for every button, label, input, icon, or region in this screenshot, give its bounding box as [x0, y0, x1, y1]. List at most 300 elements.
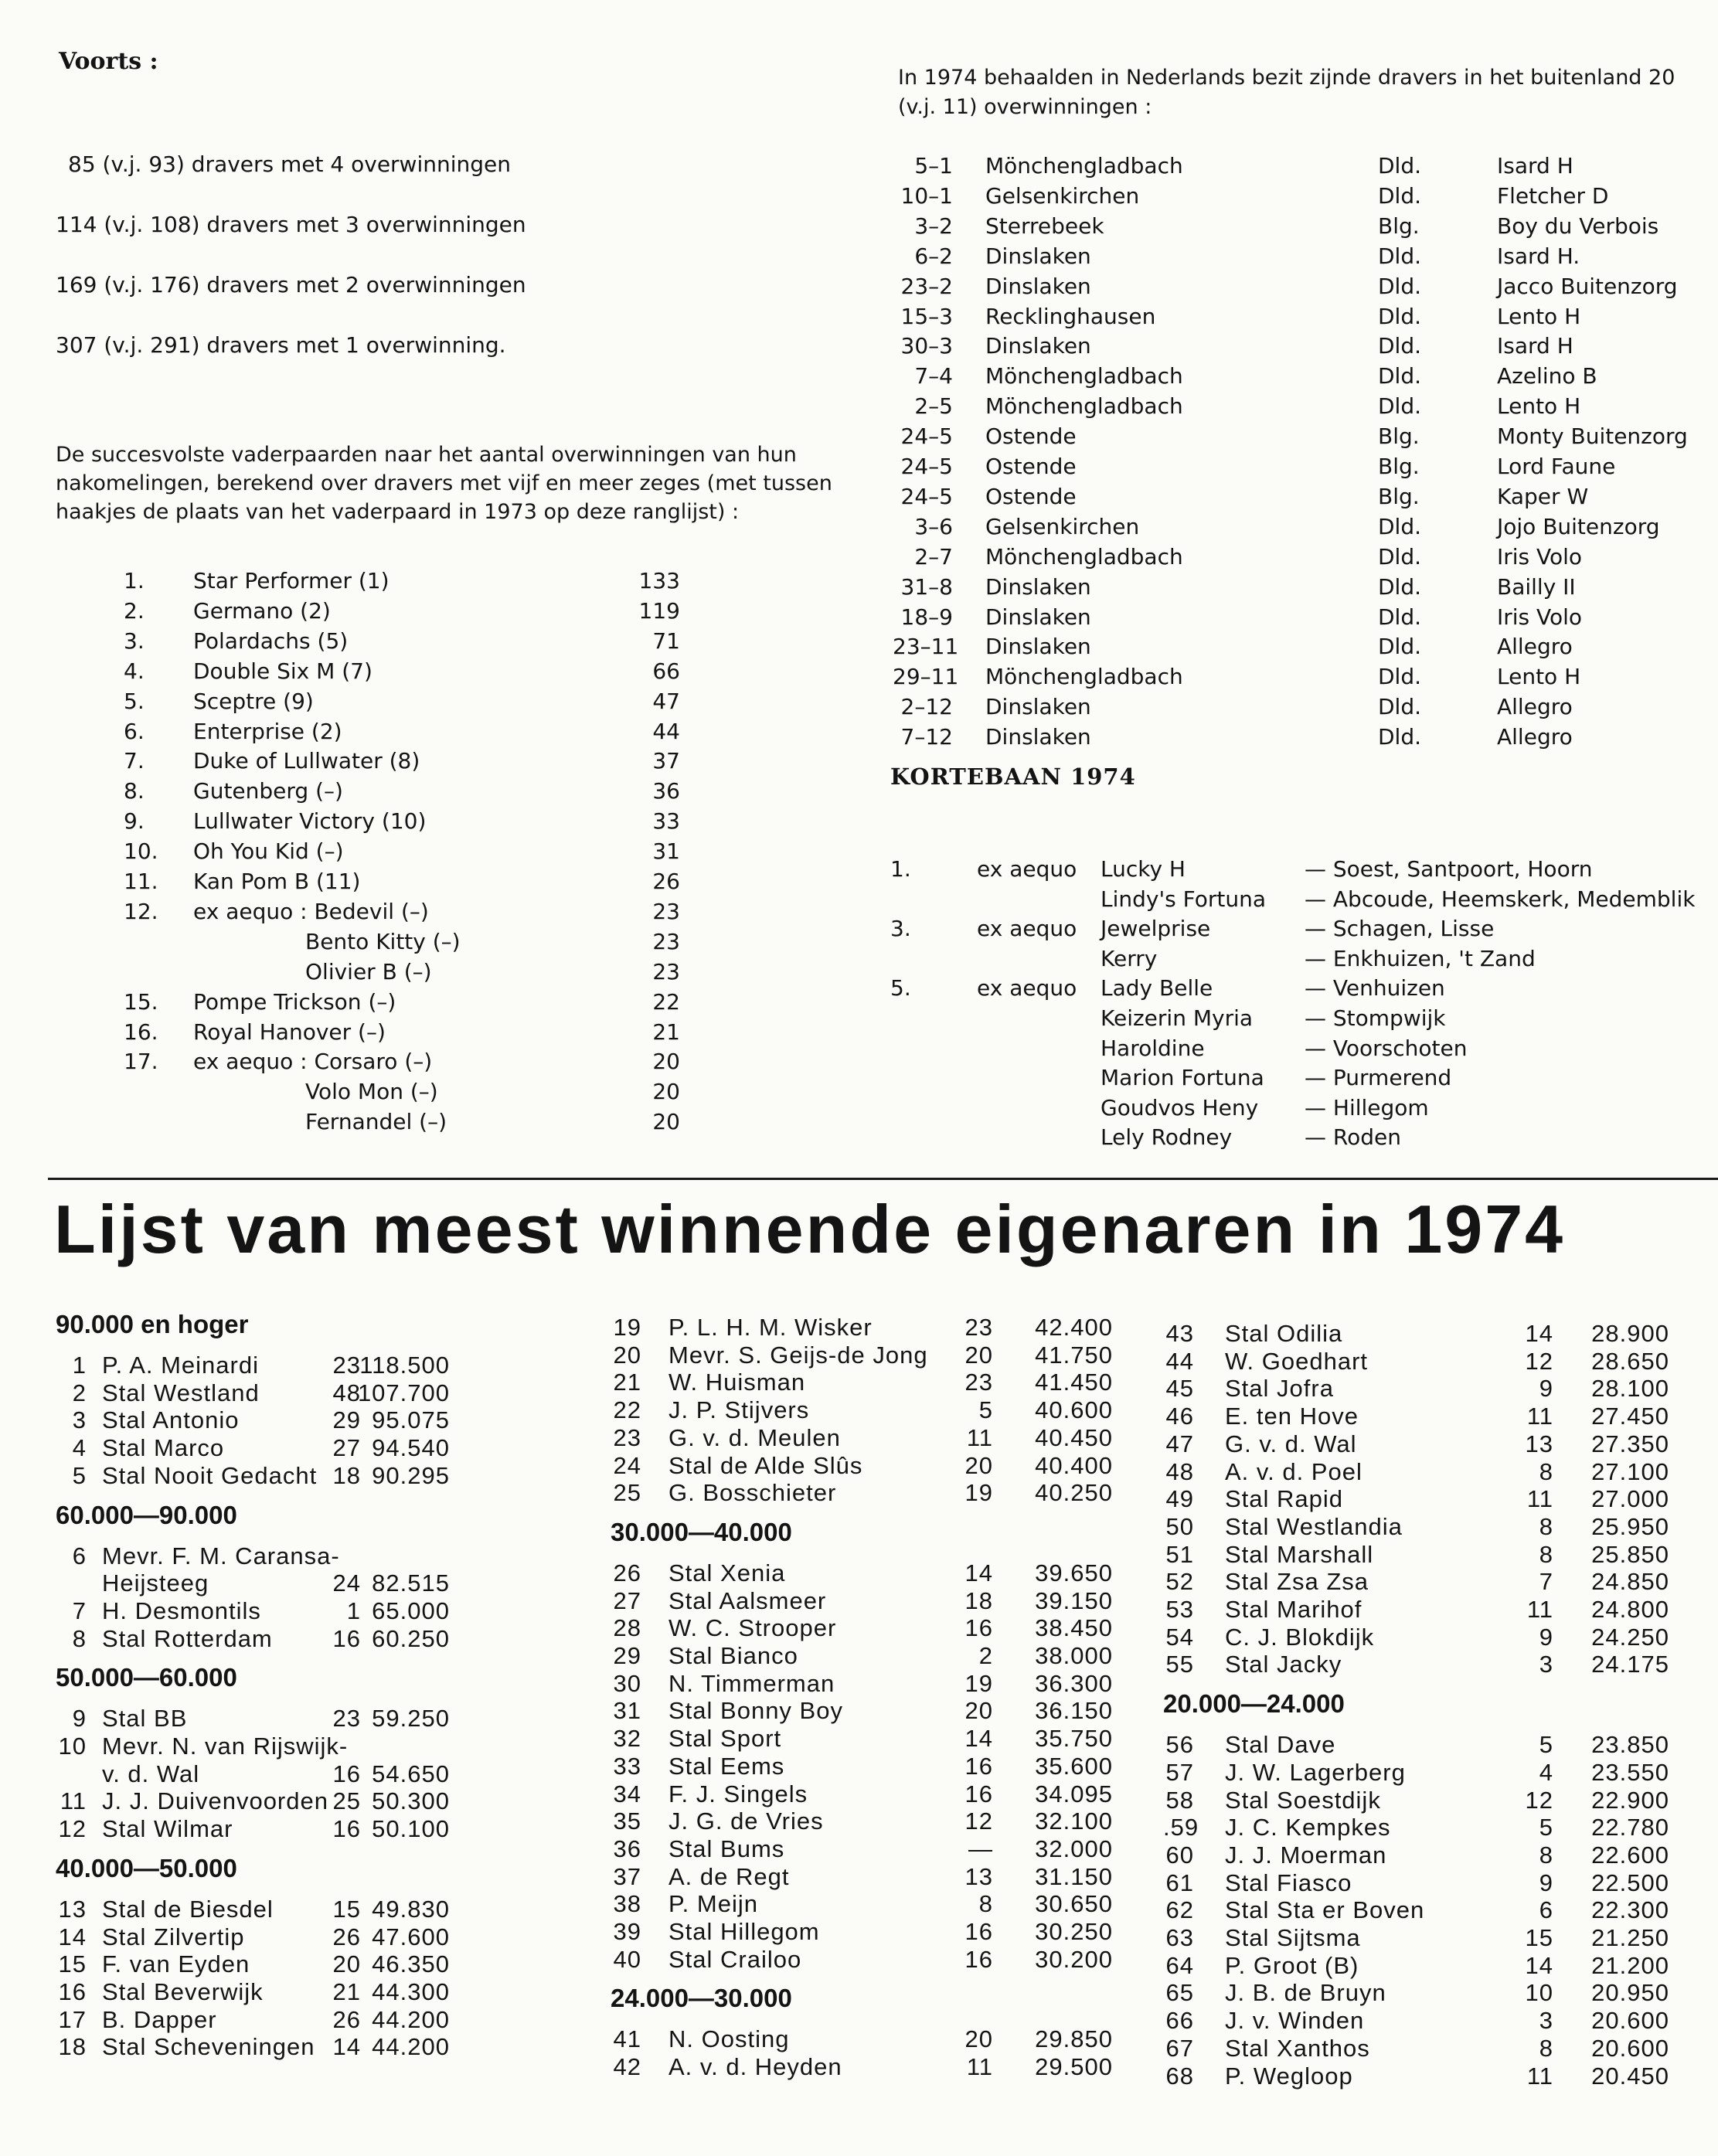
- owner-wins: 14: [964, 1559, 993, 1586]
- owner-name: N. Timmerman: [668, 1669, 835, 1697]
- owner-amount: 27.350: [1591, 1430, 1669, 1457]
- owner-name: H. Desmontils: [102, 1597, 261, 1624]
- owner-rank: 3: [72, 1406, 87, 1434]
- owner-rank: 31: [613, 1697, 641, 1725]
- owner-row: [1163, 1375, 1677, 1403]
- owner-rank: 30: [613, 1669, 641, 1697]
- owner-row: [611, 1642, 1121, 1670]
- kortebaan-heading: KORTEBAAN 1974: [890, 763, 1136, 790]
- owner-wins: 11: [1526, 1485, 1553, 1513]
- abroad-date: 2–7: [914, 543, 953, 570]
- owner-wins: 19: [964, 1479, 993, 1507]
- owner-row: [1163, 1320, 1677, 1348]
- sire-name: Royal Hanover (–): [193, 1018, 386, 1045]
- abroad-date: 24–5: [900, 483, 953, 509]
- abroad-row: [893, 333, 1712, 362]
- abroad-date: 15–3: [900, 303, 953, 329]
- sire-wins: 37: [652, 748, 680, 774]
- owner-row: [1163, 1624, 1677, 1651]
- kortebaan-horse: Lely Rodney: [1101, 1124, 1233, 1151]
- sire-rank: 4.: [124, 658, 145, 684]
- owner-amount: 90.295: [372, 1461, 450, 1489]
- owner-row: [611, 1918, 1121, 1946]
- owner-rank: 66: [1165, 2007, 1194, 2035]
- owner-row: [1163, 1596, 1677, 1624]
- abroad-place: Mönchengladbach: [985, 393, 1183, 420]
- owner-rank: 1: [72, 1352, 87, 1379]
- owner-rank: 57: [1165, 1758, 1194, 1786]
- abroad-place: Ostende: [985, 423, 1077, 450]
- owner-row: [611, 2053, 1121, 2081]
- owner-row: [56, 1625, 458, 1653]
- abroad-horse: Lento H: [1497, 303, 1581, 329]
- abroad-place: Ostende: [985, 454, 1077, 479]
- owner-name: B. Dapper: [102, 2005, 217, 2033]
- owner-name: Mevr. N. van Rijswijk-: [102, 1733, 349, 1760]
- owner-row: [611, 2025, 1121, 2053]
- abroad-date: 24–5: [900, 454, 953, 479]
- owner-wins: 12: [964, 1807, 993, 1835]
- owner-amount: 36.150: [1035, 1697, 1113, 1725]
- sire-row: [124, 928, 680, 958]
- owner-wins: 9: [1539, 1869, 1553, 1896]
- owner-rank: 16: [58, 1977, 87, 2005]
- owner-name: Stal Scheveningen: [102, 2033, 315, 2061]
- owner-row: [1163, 1541, 1677, 1569]
- owner-amount: 27.000: [1591, 1485, 1669, 1513]
- owner-wins: 4: [1539, 1758, 1553, 1786]
- owner-amount: 22.900: [1591, 1786, 1669, 1814]
- abroad-date: 7–4: [914, 363, 953, 389]
- owner-wins: 20: [964, 1341, 993, 1369]
- owner-amount: 27.450: [1591, 1403, 1669, 1430]
- owner-row: [611, 1424, 1121, 1452]
- kortebaan-horse: Jewelprise: [1101, 916, 1211, 942]
- sire-rank: 6.: [124, 718, 145, 744]
- owner-amount: 118.500: [359, 1352, 450, 1379]
- owner-name: P. Wegloop: [1225, 2062, 1353, 2090]
- abroad-row: [893, 694, 1712, 723]
- abroad-row: [893, 664, 1712, 693]
- kortebaan-row: [890, 856, 1709, 886]
- sire-wins: 47: [652, 688, 680, 714]
- owner-name: J. v. Winden: [1225, 2007, 1365, 2035]
- owner-row: [1163, 1952, 1677, 1980]
- sire-name: Enterprise (2): [193, 718, 342, 744]
- owner-amount: 44.300: [372, 1977, 450, 2005]
- abroad-horse: Lord Faune: [1497, 454, 1616, 479]
- abroad-row: [893, 634, 1712, 663]
- owner-amount: 20.600: [1591, 2007, 1669, 2035]
- owners-group-heading: 50.000—60.000: [56, 1663, 237, 1692]
- sire-name: Star Performer (1): [193, 568, 390, 593]
- owner-amount: 54.650: [372, 1760, 450, 1787]
- abroad-date: 2–5: [914, 393, 953, 420]
- owner-name: Mevr. F. M. Caransa-: [102, 1542, 340, 1569]
- owner-wins: 16: [964, 1918, 993, 1945]
- owner-row: [56, 1896, 458, 1923]
- abroad-row: [893, 514, 1712, 543]
- owner-rank: 63: [1165, 1924, 1194, 1951]
- owner-amount: 23.550: [1591, 1758, 1669, 1786]
- owner-rank: 47: [1165, 1430, 1194, 1457]
- owner-row: [611, 1559, 1121, 1587]
- abroad-row: [893, 183, 1712, 213]
- abroad-row: [893, 423, 1712, 453]
- kortebaan-places: — Roden: [1305, 1124, 1401, 1151]
- kortebaan-places: — Purmerend: [1305, 1065, 1452, 1091]
- owner-row: [1163, 1759, 1677, 1787]
- owner-amount: 40.450: [1035, 1423, 1113, 1451]
- owner-amount: 107.700: [357, 1379, 450, 1406]
- owner-amount: 50.300: [372, 1787, 450, 1815]
- owner-rank: 26: [613, 1559, 641, 1586]
- kortebaan-places: — Stompwijk: [1305, 1005, 1446, 1031]
- owner-wins: 13: [964, 1862, 993, 1890]
- owner-rank: 48: [1165, 1457, 1194, 1485]
- owner-wins: 29: [332, 1406, 361, 1434]
- owner-amount: 39.150: [1035, 1586, 1113, 1614]
- owner-rank: 29: [613, 1642, 641, 1669]
- owner-row: [611, 1452, 1121, 1480]
- owner-rank: 9: [72, 1705, 87, 1733]
- owner-wins: —: [968, 1835, 993, 1862]
- kortebaan-row: [890, 1124, 1709, 1154]
- owner-amount: 20.450: [1591, 2062, 1669, 2090]
- owner-rank: .59: [1163, 1814, 1199, 1841]
- sire-row: [124, 688, 680, 718]
- owner-rank: 2: [72, 1379, 87, 1406]
- owner-row: [1163, 1731, 1677, 1759]
- sire-row: [124, 869, 680, 898]
- abroad-horse: Azelino B: [1497, 363, 1597, 389]
- abroad-country: Dld.: [1378, 333, 1422, 359]
- owner-row: [56, 1569, 458, 1597]
- owner-name: Stal Wilmar: [102, 1815, 233, 1843]
- sire-rank: 2.: [124, 597, 145, 624]
- owner-amount: 50.100: [372, 1815, 450, 1843]
- sire-row: [124, 597, 680, 627]
- abroad-horse: Jojo Buitenzorg: [1497, 513, 1660, 539]
- owner-amount: 30.250: [1035, 1918, 1113, 1945]
- owner-amount: 23.850: [1591, 1731, 1669, 1759]
- owner-amount: 65.000: [372, 1597, 450, 1624]
- abroad-place: Gelsenkirchen: [985, 182, 1140, 209]
- owner-wins: 20: [964, 2025, 993, 2053]
- sire-wins: 20: [652, 1079, 680, 1105]
- owner-amount: 22.500: [1591, 1869, 1669, 1896]
- owner-wins: 11: [1526, 1403, 1553, 1430]
- owner-rank: 23: [613, 1423, 641, 1451]
- owner-rank: 4: [72, 1434, 87, 1462]
- owner-name: E. ten Hove: [1225, 1403, 1359, 1430]
- owner-rank: 33: [613, 1752, 641, 1780]
- sire-wins: 66: [652, 658, 680, 684]
- owner-name: Stal Bianco: [668, 1642, 798, 1669]
- sire-name: Lullwater Victory (10): [193, 808, 427, 835]
- owner-name: A. de Regt: [668, 1862, 790, 1890]
- sire-row: [124, 718, 680, 748]
- owner-amount: 44.200: [372, 2033, 450, 2061]
- abroad-date: 31–8: [900, 573, 953, 600]
- kortebaan-places: — Schagen, Lisse: [1305, 916, 1495, 942]
- owner-rank: 56: [1165, 1731, 1194, 1759]
- owner-rank: 49: [1165, 1485, 1194, 1513]
- owner-amount: 29.500: [1035, 2053, 1113, 2081]
- abroad-row: [893, 153, 1712, 182]
- owner-row: [611, 1863, 1121, 1891]
- owner-wins: 16: [332, 1760, 361, 1787]
- abroad-place: Mönchengladbach: [985, 664, 1183, 690]
- owner-wins: 26: [332, 2005, 361, 2033]
- owner-row: [1163, 1814, 1677, 1841]
- owner-name: J. B. de Bruyn: [1225, 1979, 1386, 2007]
- kortebaan-places: — Voorschoten: [1305, 1035, 1468, 1061]
- owner-rank: 42: [613, 2053, 641, 2081]
- owner-row: [1163, 2035, 1677, 2062]
- sire-name: Germano (2): [193, 597, 331, 624]
- owner-name: Heijsteeg: [102, 1569, 209, 1597]
- kortebaan-row: [890, 1065, 1709, 1094]
- owner-rank: 43: [1165, 1320, 1194, 1347]
- owner-rank: 5: [72, 1461, 87, 1489]
- owner-row: [56, 1815, 458, 1843]
- sire-row: [124, 627, 680, 658]
- owners-group-heading: 60.000—90.000: [56, 1500, 237, 1529]
- owner-amount: 47.600: [372, 1923, 450, 1950]
- owner-row: [1163, 1841, 1677, 1869]
- owner-name: Stal Westlandia: [1225, 1512, 1403, 1540]
- sire-row: [124, 1109, 680, 1138]
- owner-rank: 18: [58, 2033, 87, 2061]
- owner-name: F. J. Singels: [668, 1780, 808, 1807]
- owners-group-heading: 40.000—50.000: [56, 1853, 237, 1882]
- sire-row: [124, 568, 680, 597]
- sire-row: [124, 958, 680, 988]
- sire-wins: 44: [652, 718, 680, 744]
- sire-row: [124, 838, 680, 868]
- abroad-horse: Fletcher D: [1497, 182, 1609, 209]
- owner-wins: 8: [1539, 1841, 1553, 1869]
- owner-amount: 24.250: [1591, 1623, 1669, 1651]
- owner-wins: 5: [978, 1396, 993, 1424]
- kortebaan-horse: Lucky H: [1101, 856, 1186, 882]
- abroad-row: [893, 393, 1712, 423]
- owner-name: Stal Westland: [102, 1379, 260, 1406]
- owner-rank: 55: [1165, 1651, 1194, 1678]
- sire-rank: 16.: [124, 1018, 158, 1045]
- owner-amount: 40.250: [1035, 1479, 1113, 1507]
- owner-wins: 11: [1526, 2062, 1553, 2090]
- owner-row: [1163, 1403, 1677, 1430]
- abroad-country: Dld.: [1378, 694, 1422, 720]
- owner-amount: 59.250: [372, 1705, 450, 1733]
- abroad-place: Dinslaken: [985, 634, 1091, 660]
- owner-wins: 9: [1539, 1375, 1553, 1403]
- owner-wins: 14: [964, 1725, 993, 1753]
- abroad-place: Mönchengladbach: [985, 363, 1183, 389]
- sire-name: Gutenberg (–): [193, 778, 343, 804]
- kortebaan-row: [890, 916, 1709, 945]
- owner-row: [1163, 1430, 1677, 1458]
- owner-wins: 23: [332, 1352, 361, 1379]
- sire-wins: 20: [652, 1109, 680, 1135]
- owner-amount: 94.540: [372, 1434, 450, 1462]
- owner-wins: 16: [332, 1624, 361, 1652]
- owner-row: [56, 2033, 458, 2061]
- owner-wins: 20: [332, 1950, 361, 1978]
- owner-rank: 13: [58, 1895, 87, 1923]
- abroad-country: Dld.: [1378, 153, 1422, 179]
- owner-amount: 49.830: [372, 1895, 450, 1923]
- owner-rank: 12: [58, 1815, 87, 1843]
- abroad-row: [893, 724, 1712, 753]
- abroad-date: 23–2: [900, 273, 953, 299]
- owner-amount: 25.950: [1591, 1512, 1669, 1540]
- abroad-place: Dinslaken: [985, 243, 1091, 269]
- owner-name: Stal Sport: [668, 1725, 782, 1753]
- sire-wins: 133: [638, 568, 680, 593]
- owner-name: Stal Rotterdam: [102, 1624, 273, 1652]
- owner-wins: 16: [332, 1815, 361, 1843]
- owner-rank: 50: [1165, 1512, 1194, 1540]
- sire-row: [124, 988, 680, 1018]
- abroad-country: Dld.: [1378, 634, 1422, 660]
- owner-name: A. v. d. Poel: [1225, 1457, 1362, 1485]
- owner-name: J. J. Duivenvoorden: [102, 1787, 328, 1815]
- owner-name: Stal Crailoo: [668, 1945, 802, 1973]
- abroad-horse: Isard H.: [1497, 243, 1580, 269]
- owner-rank: 11: [60, 1787, 87, 1815]
- kortebaan-rank: 5.: [890, 975, 911, 1001]
- owner-row: [611, 1780, 1121, 1808]
- owner-amount: 28.100: [1591, 1375, 1669, 1403]
- sire-name: Volo Mon (–): [305, 1079, 438, 1105]
- kortebaan-places: — Hillegom: [1305, 1094, 1429, 1121]
- owner-row: [56, 1923, 458, 1951]
- owner-rank: 58: [1165, 1786, 1194, 1814]
- owner-row: [611, 1697, 1121, 1725]
- owner-rank: 7: [72, 1597, 87, 1624]
- abroad-country: Dld.: [1378, 243, 1422, 269]
- sire-rank: 10.: [124, 838, 158, 865]
- abroad-horse: Isard H: [1497, 333, 1573, 359]
- owner-amount: 41.450: [1035, 1369, 1113, 1396]
- owner-wins: 8: [978, 1890, 993, 1918]
- owner-wins: 18: [964, 1586, 993, 1614]
- stat-line: 169 (v.j. 176) dravers met 2 overwinningen: [56, 272, 526, 298]
- abroad-horse: Boy du Verbois: [1497, 213, 1659, 239]
- abroad-date: 7–12: [900, 724, 953, 750]
- owner-wins: 8: [1539, 2034, 1553, 2062]
- owner-row: [1163, 2007, 1677, 2035]
- owner-name: Stal Aalsmeer: [668, 1586, 827, 1614]
- owner-row: [56, 1705, 458, 1733]
- owner-wins: 1: [346, 1597, 361, 1624]
- owner-row: [611, 1314, 1121, 1342]
- abroad-date: 3–2: [914, 213, 953, 239]
- owner-rank: 8: [72, 1624, 87, 1652]
- owner-rank: 38: [613, 1890, 641, 1918]
- sire-row: [124, 808, 680, 838]
- owner-row: [56, 1950, 458, 1978]
- owner-row: [611, 1725, 1121, 1753]
- abroad-country: Dld.: [1378, 363, 1422, 389]
- abroad-place: Mönchengladbach: [985, 153, 1183, 179]
- owner-amount: 38.450: [1035, 1614, 1113, 1642]
- sire-rank: 17.: [124, 1049, 158, 1075]
- abroad-country: Dld.: [1378, 182, 1422, 209]
- owner-rank: 20: [613, 1341, 641, 1369]
- abroad-place: Mönchengladbach: [985, 543, 1183, 570]
- abroad-country: Blg.: [1378, 213, 1420, 239]
- owner-row: [611, 1587, 1121, 1615]
- stat-line: 85 (v.j. 93) dravers met 4 overwinningen: [68, 151, 512, 177]
- kortebaan-rank: 3.: [890, 916, 911, 942]
- sire-rank: 15.: [124, 988, 158, 1015]
- owner-amount: 30.650: [1035, 1890, 1113, 1918]
- kortebaan-rank: 1.: [890, 856, 911, 882]
- sire-wins: 21: [652, 1018, 680, 1045]
- sire-wins: 23: [652, 958, 680, 984]
- owner-amount: 21.250: [1591, 1924, 1669, 1951]
- abroad-date: 2–12: [900, 694, 953, 720]
- abroad-intro: In 1974 behaalden in Nederlands bezit zijnde dravers in het buitenland 20 (v.j. 11) overwinningen :: [898, 66, 1675, 119]
- owner-wins: 2: [978, 1642, 993, 1669]
- owner-name: Stal Jacky: [1225, 1651, 1342, 1678]
- owner-amount: 44.200: [372, 2005, 450, 2033]
- owner-name: Mevr. S. Geijs-de Jong: [668, 1341, 928, 1369]
- owner-row: [56, 1733, 458, 1760]
- owner-name: Stal Xanthos: [1225, 2034, 1370, 2062]
- owner-amount: 35.600: [1035, 1752, 1113, 1780]
- owner-name: P. Groot (B): [1225, 1951, 1359, 1979]
- sire-rank: 3.: [124, 627, 145, 654]
- owners-title: Lijst van meest winnende eigenaren in 1974: [54, 1191, 1566, 1267]
- abroad-horse: Bailly II: [1497, 573, 1576, 600]
- sire-row: [124, 658, 680, 688]
- sire-wins: 71: [652, 627, 680, 654]
- owner-wins: 5: [1539, 1731, 1553, 1759]
- owner-wins: 8: [1539, 1457, 1553, 1485]
- kortebaan-row: [890, 946, 1709, 975]
- owner-amount: 40.400: [1035, 1451, 1113, 1479]
- owner-name: P. Meijn: [668, 1890, 758, 1918]
- owner-amount: 32.100: [1035, 1807, 1113, 1835]
- sire-name: Pompe Trickson (–): [193, 988, 396, 1015]
- kortebaan-places: — Venhuizen: [1305, 975, 1445, 1001]
- owner-amount: 30.200: [1035, 1945, 1113, 1973]
- owner-name: Stal Soestdijk: [1225, 1786, 1381, 1814]
- sire-row: [124, 1049, 680, 1078]
- owner-rank: 36: [613, 1835, 641, 1862]
- sire-wins: 26: [652, 869, 680, 894]
- owner-row: [611, 1807, 1121, 1835]
- sire-row: [124, 748, 680, 777]
- owner-amount: 41.750: [1035, 1341, 1113, 1369]
- owner-row: [56, 1434, 458, 1462]
- owner-rank: 61: [1165, 1869, 1194, 1896]
- owner-rank: 62: [1165, 1896, 1194, 1924]
- kortebaan-horse: Haroldine: [1101, 1035, 1205, 1061]
- sire-rank: 11.: [124, 869, 158, 894]
- sire-name: Kan Pom B (11): [193, 869, 361, 894]
- owner-name: J. P. Stijvers: [668, 1396, 810, 1424]
- abroad-row: [893, 213, 1712, 243]
- owner-name: P. L. H. M. Wisker: [668, 1314, 873, 1341]
- owner-wins: 10: [1525, 1979, 1553, 2007]
- abroad-place: Recklinghausen: [985, 303, 1156, 329]
